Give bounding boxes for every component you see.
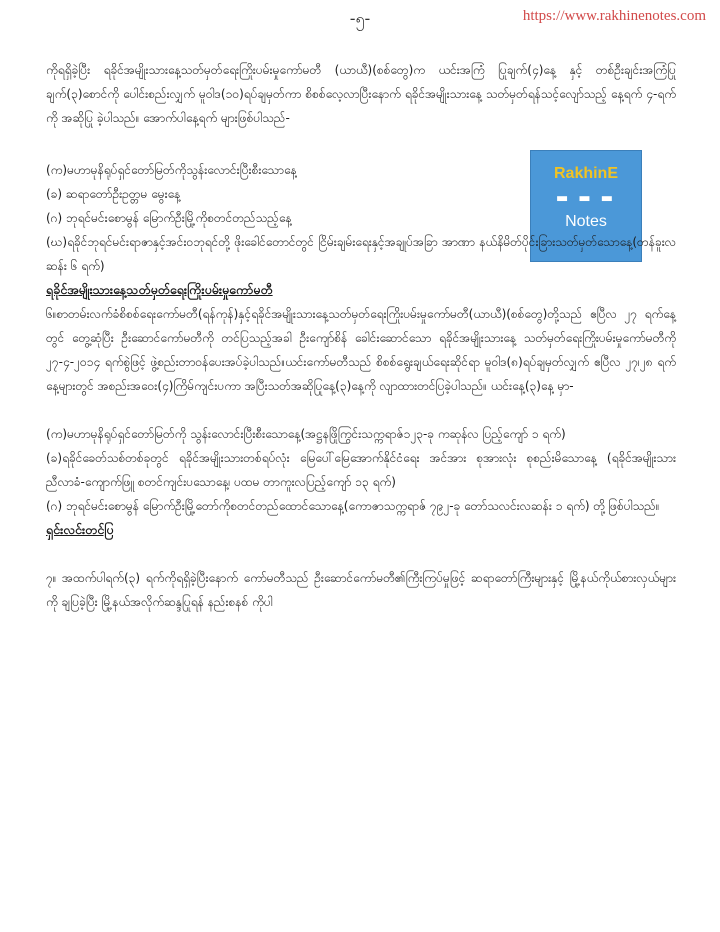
list-item: (ခ)ရခိုင်ခေတ်သစ်တစ်ခုတွင် ရခိုင်အမျိုးသားတစ်ရပ်လုံး မြေပေါ်မြေအောက်နိုင်ငံရေး အင်အား စုအားလုံး စုစည်းမိသောနေ့ (ရခိုင်အမျိုးသားညီလာခံ-ကျောက်ဖြူ စတင်ကျင်းပသောနေ့၊ ပထမ တာကူးလပြည့်ကျော် ၁၃ ရက်) [46,451,676,489]
section-heading-explanation: ရှင်းလင်းတင်ပြ [46,522,114,537]
proposed-days-list [46,158,676,278]
list-item: (က)မဟာမုနိရုပ်ရှင်တော်မြတ်ကိုသွန်းလောင်းပြီးစီးသောနေ့ [46,163,297,177]
list-item: (က)မဟာမုနိရုပ်ရှင်တော်မြတ်ကို သွန်းလောင်းပြီးစီးသောနေ့(အဋ္ဌနဖြိုကြွင်းသက္ကရာဇ်၁၂၃-ခု ကဆုန်လ ပြည့်ကျော် ၁ ရက်) [46,427,566,441]
document-body [46,58,676,614]
intro-paragraph: ကိုရရှိခဲ့ပြီး ရခိုင်အမျိုးသားနေ့သတ်မှတ်ရေးကြိုးပမ်းမှုကော်မတီ (ယာယီ)(စစ်တွေ)က ယင်းအကြံ ပြုချက်(၄)နေ့ နှင့် တစ်ဦးချင်းအကြံပြုချက်(၃)စောင်ကို ပေါင်းစည်းလျှက် မူ၀ါဒ(၁၀)ရပ်ချမှတ်ကာ စိစစ်လေ့လာပြီးနောက် ရခိုင်အမျိုးသားနေ့ သတ်မှတ်ရန်သင့်လျော်သည့် နေ့ရက် ၄-ရက်ကို အဆိုပြု ခဲ့ပါသည်။ အောက်ပါနေ့ရက် များဖြစ်ပါသည်- [46,63,676,125]
list-item: (ဃ)ရခိုင်ဘုရင်မင်းရာဇာနှင့်အင်းဝဘုရင်တို့ ဖိုးခေါင်တောင်တွင် ငြိမ်းချမ်းရေးနှင့်အချုပ်အခြာ အာဏာ နယ်နိမိတ်ပိုင်းခြားသတ်မှတ်သောနေ့(တန်ခူးလဆန်း ၆ ရက်) [46,235,676,273]
section-heading-committee: ရခိုင်အမျိုးသားနေ့သတ်မှတ်ရေးကြိုးပမ်းမှုကော်မတီ [46,282,273,297]
logo-subtitle: Notes [565,213,607,230]
list-item: (ဂ) ဘုရင်မင်းစောမွန် မြောက်ဦးမြို့ကိုစတင်တည်သည့်နေ့ [46,211,292,225]
site-url-watermark: https://www.rakhinenotes.com [522,8,706,24]
final-days-list [46,422,676,518]
committee-paragraph: ၆။စာတမ်းလက်ခံစိစစ်ရေးကော်မတီ(ရန်ကုန်)နှင့်ရခိုင်အမျိုးသားနေ့သတ်မှတ်ရေးကြိုးပမ်းမှုကော်မတီ(ယာယီ)(စစ်တွေ)တို့သည် ဧပြီလ ၂၇ ရက်နေ့တွင် တွေ့ဆုံပြီး ဦးဆောင်ကော်မတီကို တင်ပြသည့်အခါ ဦးကျော်စိန် ခေါင်းဆောင်သော ရခိုင်အမျိုးသားနေ့ သတ်မှတ်ရေးကြိုးပမ်းမှုကော်မတီကို ၂၇-၄-၂၀၁၄ ရက်စွဲဖြင့် ဖွဲ့စည်းတာဝန်ပေးအပ်ခဲ့ပါသည်။ယင်းကော်မတီသည် စိစစ်ရွေးချယ်ရေးဆိုင်ရာ မူ၀ါဒ(၈)ရပ်ချမှတ်လျှက် ဧပြီလ ၂၇၊၂၈ ရက်နေ့များတွင် အစည်းအဝေး(၄)ကြိမ်ကျင်းပကာ အပြီးသတ်အဆိုပြုနေ့(၃)နေ့ကို လျာထားတင်ပြခဲ့ပါသည်။ ယင်းနေ့(၃)နေ့ မှာ- [46,307,676,393]
list-item: (ခ) ဆရာတော်ဦးဥတ္တမ မွေးနေ့ [46,187,181,201]
books-icon: ▬ ▬ ▬ [555,191,617,206]
explanation-paragraph: ၇။ အထက်ပါရက်(၃) ရက်ကိုရရှိခဲ့ပြီးနောက် ကော်မတီသည် ဦးဆောင်ကော်မတီ၏ကြီးကြပ်မှုဖြင့် ဆရာတော်ကြီးများနှင့် မြို့နယ်ကိုယ်စားလှယ်များကို ချပြခဲ့ပြီး မြို့နယ်အလိုက်ဆန္ဒပြုရန် နည်းစနစ် ကိုပါ [46,571,676,609]
logo-title: RakhinE [553,165,618,182]
page-number: -၅- [349,9,371,28]
list-item: (ဂ) ဘုရင်မင်းစောမွန် မြောက်ဦးမြို့တော်ကိုစတင်တည်ထောင်သောနေ့(ကောဇာသက္ကရာဇ် ၇၉၂-ခု တော်သလင်းလဆန်း ၁ ရက်) တို့ဖြစ်ပါသည်။ [46,499,660,513]
